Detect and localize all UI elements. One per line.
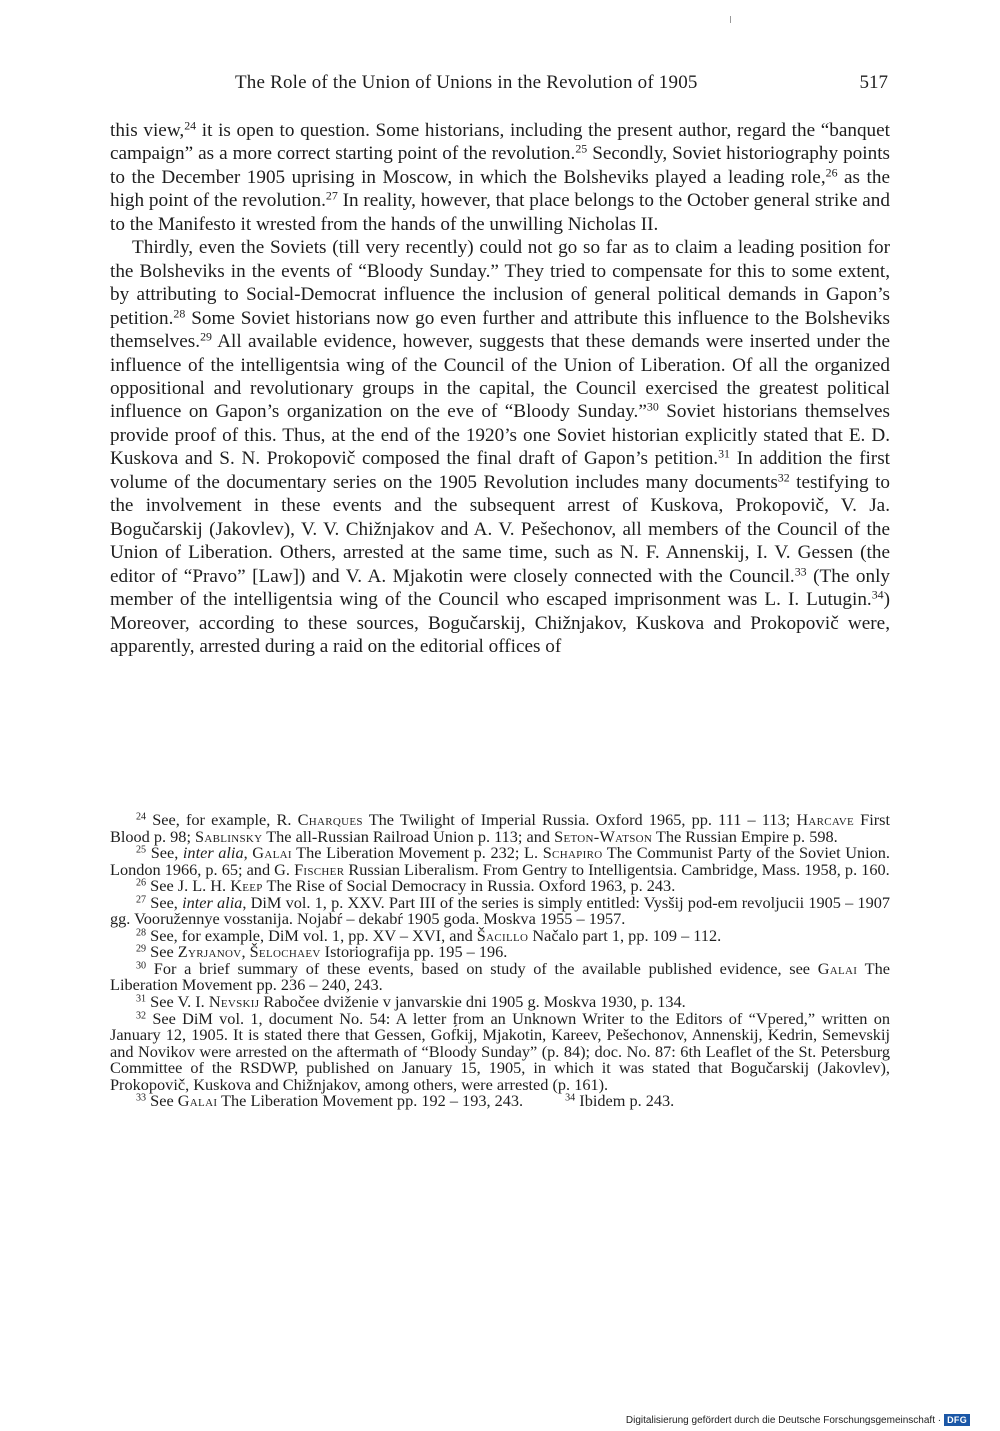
footnote [110,892,890,929]
author-name: Nevskij [208,992,260,1012]
text-run: Soviet historians themselves provide proof of this. Thus, at the end of the 1920’s one Soviet historian explicitly stated that E. D. Kuskova and S. N. Prokopovič composed the final draft of Gapon’s petition. [110,401,890,470]
text-run: See [146,942,178,962]
text-run: See DiM vol. 1, document No. 54: A letter from an Unknown Writer to the Editors of “Vpered,” written on January 12, 1905. It is stated there that Gessen, Gof́kij, Mjakotin, Kareev, Pešechonov, Annenskij, Kedrin, Semevskij and Novikov were arrested on the aftermath of “Bloody Sunday” (p. 84); doc. No. 87: 6th Leaflet of the St. Petersburg Committee of the RSDWP, published on January 15, 1905, in which it was stated that Bogučarskij (Jakovlev), Prokopovič, Kuskova and Chižnjakov, among others, were arrested (p. 161). [110,1008,890,1094]
text-run: testifying to the involvement in these events and the subsequent arrest of Kuskova, Prokopovič, V. Ja. Bogučarskij (Jakovlev), V. V. Chižnjakov and A. V. Pešechonov, all members of the Council of the Union of Liberation. Others, arrested at the same time, such as N. F. Annenskij, I. V. Gessen (the editor of “Pravo” [Law]) and V. A. Mjakotin were closely connected with the Council. [110,471,890,587]
footnote [110,845,890,878]
author-name: Keep [230,876,263,896]
author-name: Šacillo [476,925,529,945]
text-run: as the high point of the revolution. [110,166,890,212]
paragraph [110,236,890,658]
footnote-ref: 28 [173,306,186,321]
text-run: In reality, however, that place belongs to the October general strike and to the Manifesto it wrested from the hands of the unwilling Nicholas II. [110,190,890,235]
footnote [110,812,890,845]
author-name: Šelochaev [249,942,321,962]
footnote [110,958,890,995]
author-name: Harcave [796,810,854,829]
author-name: Galai [177,1091,218,1111]
text-run: The Rise of Social Democracy in Russia. Oxford 1963, p. 243. [262,876,676,896]
author-name: Charques [297,810,363,829]
text-run: See J. L. H. [146,876,231,896]
text-run: The Communist Party of the Soviet Union. London 1966, p. 65; and G. [110,843,890,879]
text-run: All available evidence, however, suggests that these demands were inserted under the influence of the intelligentsia wing of the Council of the Union of Liberation. Of all the organized oppositional and revolutionary groups in the capital, the Council exercised the greatest political influence on Gapon’s organization on the eve of “Bloody Sunday.” [110,331,890,423]
text-run: ) Moreover, according to these sources, Bogučarskij, Chižnjakov, Kuskova and Prokopovič were, apparently, arrested during a raid on the editorial offices of [110,589,890,657]
text-run: Načalo part 1, pp. 109 – 112. [528,925,722,945]
text-run: Secondly, Soviet historiography points to the December 1905 uprising in Moscow, in which the Bolsheviks played a leading role, [110,143,890,188]
dfg-logo: DFG [944,1414,970,1426]
text-run: The Liberation Movement pp. 192 – 193, 243. [217,1091,524,1111]
footnote-ref: 34 [871,587,884,602]
author-name: Schapiro [542,843,603,863]
author-name: Seton-Watson [554,826,653,846]
running-title: The Role of the Union of Unions in the Revolution of 1905 [235,72,698,93]
italic-text: inter alia [182,843,244,863]
text-run: In addition the first volume of the documentary series on the 1905 Revolution includes many documents [110,448,890,493]
footnote-ref: 27 [325,188,338,203]
footnote-number: 26 [136,877,147,889]
paragraph [110,119,890,236]
text-run: See V. I. [146,992,209,1012]
footnote-number: 30 [136,960,147,972]
footnote-ref: 24 [184,118,197,133]
footnote-ref: 25 [575,141,588,156]
text-run: , [243,843,253,863]
text-run: The Liberation Movement p. 232; L. [291,843,543,863]
footnote-number: 33 [136,1092,147,1104]
text-run: Russian Liberalism. From Gentry to Intelligentsia. Cambridge, Mass. 1958, p. 160. [344,859,890,879]
text-run: , [241,942,250,962]
footnote-number: 31 [136,993,147,1005]
footnote-number: 29 [136,943,147,955]
footnote [110,1093,890,1110]
footnote-ref: 26 [825,165,838,180]
author-name: Sablinsky [195,826,263,846]
credit-text: Digitalisierung gefördert durch die Deutsche Forschungsgemeinschaft · [625,1414,942,1426]
text-run: Istoriografija pp. 195 – 196. [320,942,508,962]
footnote-inline [565,1091,674,1110]
text-run: , DiM vol. 1, p. XXV. Part III of the series is simply entitled: Vysšij pod-em revoljucii 1905 – 1907 gg. Vooružennye vosstanija. Nojabŕ – dekabŕ 1905 goda. Moskva 1955 – 1957. [110,892,890,929]
footnote-number: 34 [565,1092,576,1104]
text-run: Some Soviet historians now go even further and attribute this influence to the Bolsheviks themselves. [110,307,890,353]
page-header [110,72,890,98]
text-run: The Liberation Movement pp. 236 – 240, 243. [110,958,890,995]
italic-text: inter alia [182,892,243,912]
text-run: The all-Russian Railroad Union p. 113; and [262,826,555,846]
text-run: For a brief summary of these events, based on study of the available published evidence, see [146,958,818,978]
author-name: Galai [252,843,292,863]
text-run: See, for example, R. [146,810,298,829]
footnote-number: 27 [136,894,147,906]
author-name: Galai [817,958,858,978]
footnote [110,1008,890,1094]
footnotes [110,812,890,1110]
footnote-ref: 32 [777,470,790,485]
footnote-number: 25 [136,844,147,856]
author-name: Fischer [294,859,345,879]
text-run: The Russian Empire p. 598. [652,826,838,846]
text-run: Thirdly, even the Soviets (till very recently) could not go so far as to claim a leading position for the Bolsheviks in the events of “Bloody Sunday.” They tried to compensate for this to some extent, by attributing to Social-Democrat influence the inclusion of general political demands in Gapon’s petition. [110,237,890,329]
footnote-ref: 30 [646,399,659,414]
text-run: See, [146,892,183,912]
page-number: 517 [859,72,888,93]
author-name: Zyrjanov [177,942,242,962]
footnote-ref: 33 [794,564,807,579]
footnote-number: 32 [136,1010,147,1022]
footnote-number: 24 [136,811,147,823]
main-text [110,119,890,658]
footnote-ref: 29 [200,329,212,344]
text-run: Ibidem p. 243. [575,1091,675,1111]
footnote-number: 28 [136,927,147,939]
text-run: The Twilight of Imperial Russia. Oxford 1965, pp. 111 – 113; [362,810,797,829]
text-run: (The only member of the intelligentsia wing of the Council who escaped imprisonment was L. I. Lutugin. [110,565,890,611]
text-run: it is open to question. Some historians, including the present author, regard the “banquet campaign” as a more correct starting point of the revolution. [110,120,890,165]
text-run: See [146,1091,178,1111]
scan-mark [730,16,731,23]
text-run: First Blood p. 98; [110,810,891,846]
text-run: See, [146,843,183,863]
text-run: this view, [110,120,185,141]
text-run: See, for example, DiM vol. 1, pp. XV – XVI, and [146,925,477,945]
footnote-ref: 31 [718,446,730,461]
text-run: Rabočee dviženie v janvarskie dni 1905 g. Moskva 1930, p. 134. [259,992,686,1012]
digitization-credit [626,1412,970,1428]
